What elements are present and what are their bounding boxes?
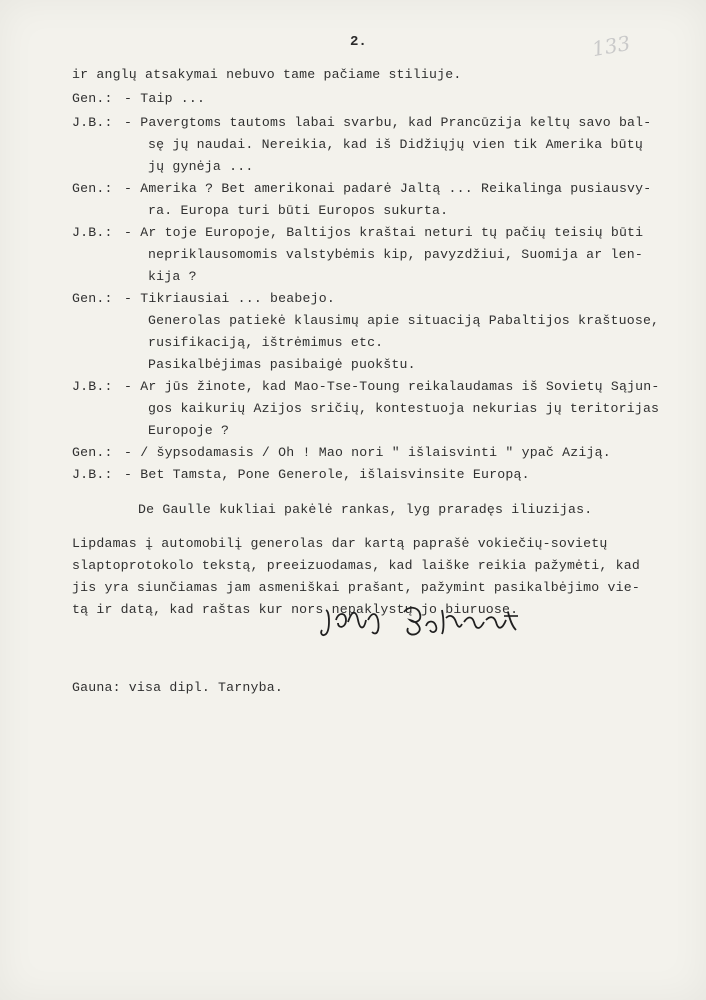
speaker-gen: Gen.:	[72, 91, 113, 106]
dialogue-line: - Amerika ? Bet amerikonai padarė Jaltą ... Reikalinga pusiausvy-	[124, 181, 652, 196]
speaker-gen: Gen.:	[72, 291, 113, 306]
closing-paragraph-line: Lipdamas į automobilį generolas dar kartą paprašė vokiečių-sovietų	[72, 536, 608, 551]
dialogue-line: Europoje ?	[148, 423, 230, 438]
dialogue-line: - Ar jūs žinote, kad Mao-Tse-Toung reikalaudamas iš Sovietų Sąjun-	[124, 379, 660, 394]
dialogue-line: - Tikriausiai ... beabejo.	[124, 291, 335, 306]
closing-paragraph-line: jis yra siunčiamas jam asmeniškai prašant, pažymint pasikalbėjimo vie-	[72, 580, 640, 595]
dialogue-line: - / šypsodamasis / Oh ! Mao nori " išlaisvinti " ypač Aziją.	[124, 445, 611, 460]
dialogue-line: kija ?	[148, 269, 197, 284]
speaker-gen: Gen.:	[72, 445, 113, 460]
speaker-jb: J.B.:	[72, 115, 113, 130]
dialogue-line: Pasikalbėjimas pasibaigė puokštu.	[148, 357, 416, 372]
handwritten-signature	[318, 602, 538, 642]
dialogue-line: gos kaikurių Azijos sričių, kontestuoja nekurias jų teritorijas	[148, 401, 660, 416]
distribution-line: Gauna: visa dipl. Tarnyba.	[72, 680, 283, 695]
dialogue-line: sę jų naudai. Nereikia, kad iš Didžiųjų vien tik Amerika būtų	[148, 137, 643, 152]
dialogue-line: ra. Europa turi būti Europos sukurta.	[148, 203, 449, 218]
dialogue-line: - Ar toje Europoje, Baltijos kraštai neturi tų pačių teisių būti	[124, 225, 644, 240]
dialogue-line: - Pavergtoms tautoms labai svarbu, kad Prancūzija keltų savo bal-	[124, 115, 652, 130]
dialogue-line: - Taip ...	[124, 91, 206, 106]
page-number: 2.	[350, 34, 367, 50]
speaker-jb: J.B.:	[72, 467, 113, 482]
archive-number: 133	[590, 30, 632, 62]
dialogue-line: jų gynėja ...	[148, 159, 254, 174]
dialogue-line: ir anglų atsakymai nebuvo tame pačiame stiliuje.	[72, 67, 462, 82]
dialogue-line: - Bet Tamsta, Pone Generole, išlaisvinsite Europą.	[124, 467, 530, 482]
closing-paragraph-line: slaptoprotokolo tekstą, preeizuodamas, kad laiške reikia pažymėti, kad	[72, 558, 640, 573]
dialogue-line: rusifikaciją, ištrėmimus etc.	[148, 335, 384, 350]
closing-paragraph-line: tą ir datą, kad raštas kur nors nepaklystų jo biuruose.	[72, 602, 519, 617]
speaker-jb: J.B.:	[72, 225, 113, 240]
speaker-jb: J.B.:	[72, 379, 113, 394]
closing-remark: De Gaulle kukliai pakėlė rankas, lyg praradęs iliuzijas.	[138, 502, 593, 517]
speaker-gen: Gen.:	[72, 181, 113, 196]
dialogue-line: Generolas patiekė klausimų apie situaciją Pabaltijos kraštuose,	[148, 313, 660, 328]
dialogue-line: nepriklausomomis valstybėmis kip, pavyzdžiui, Suomija ar len-	[148, 247, 643, 262]
